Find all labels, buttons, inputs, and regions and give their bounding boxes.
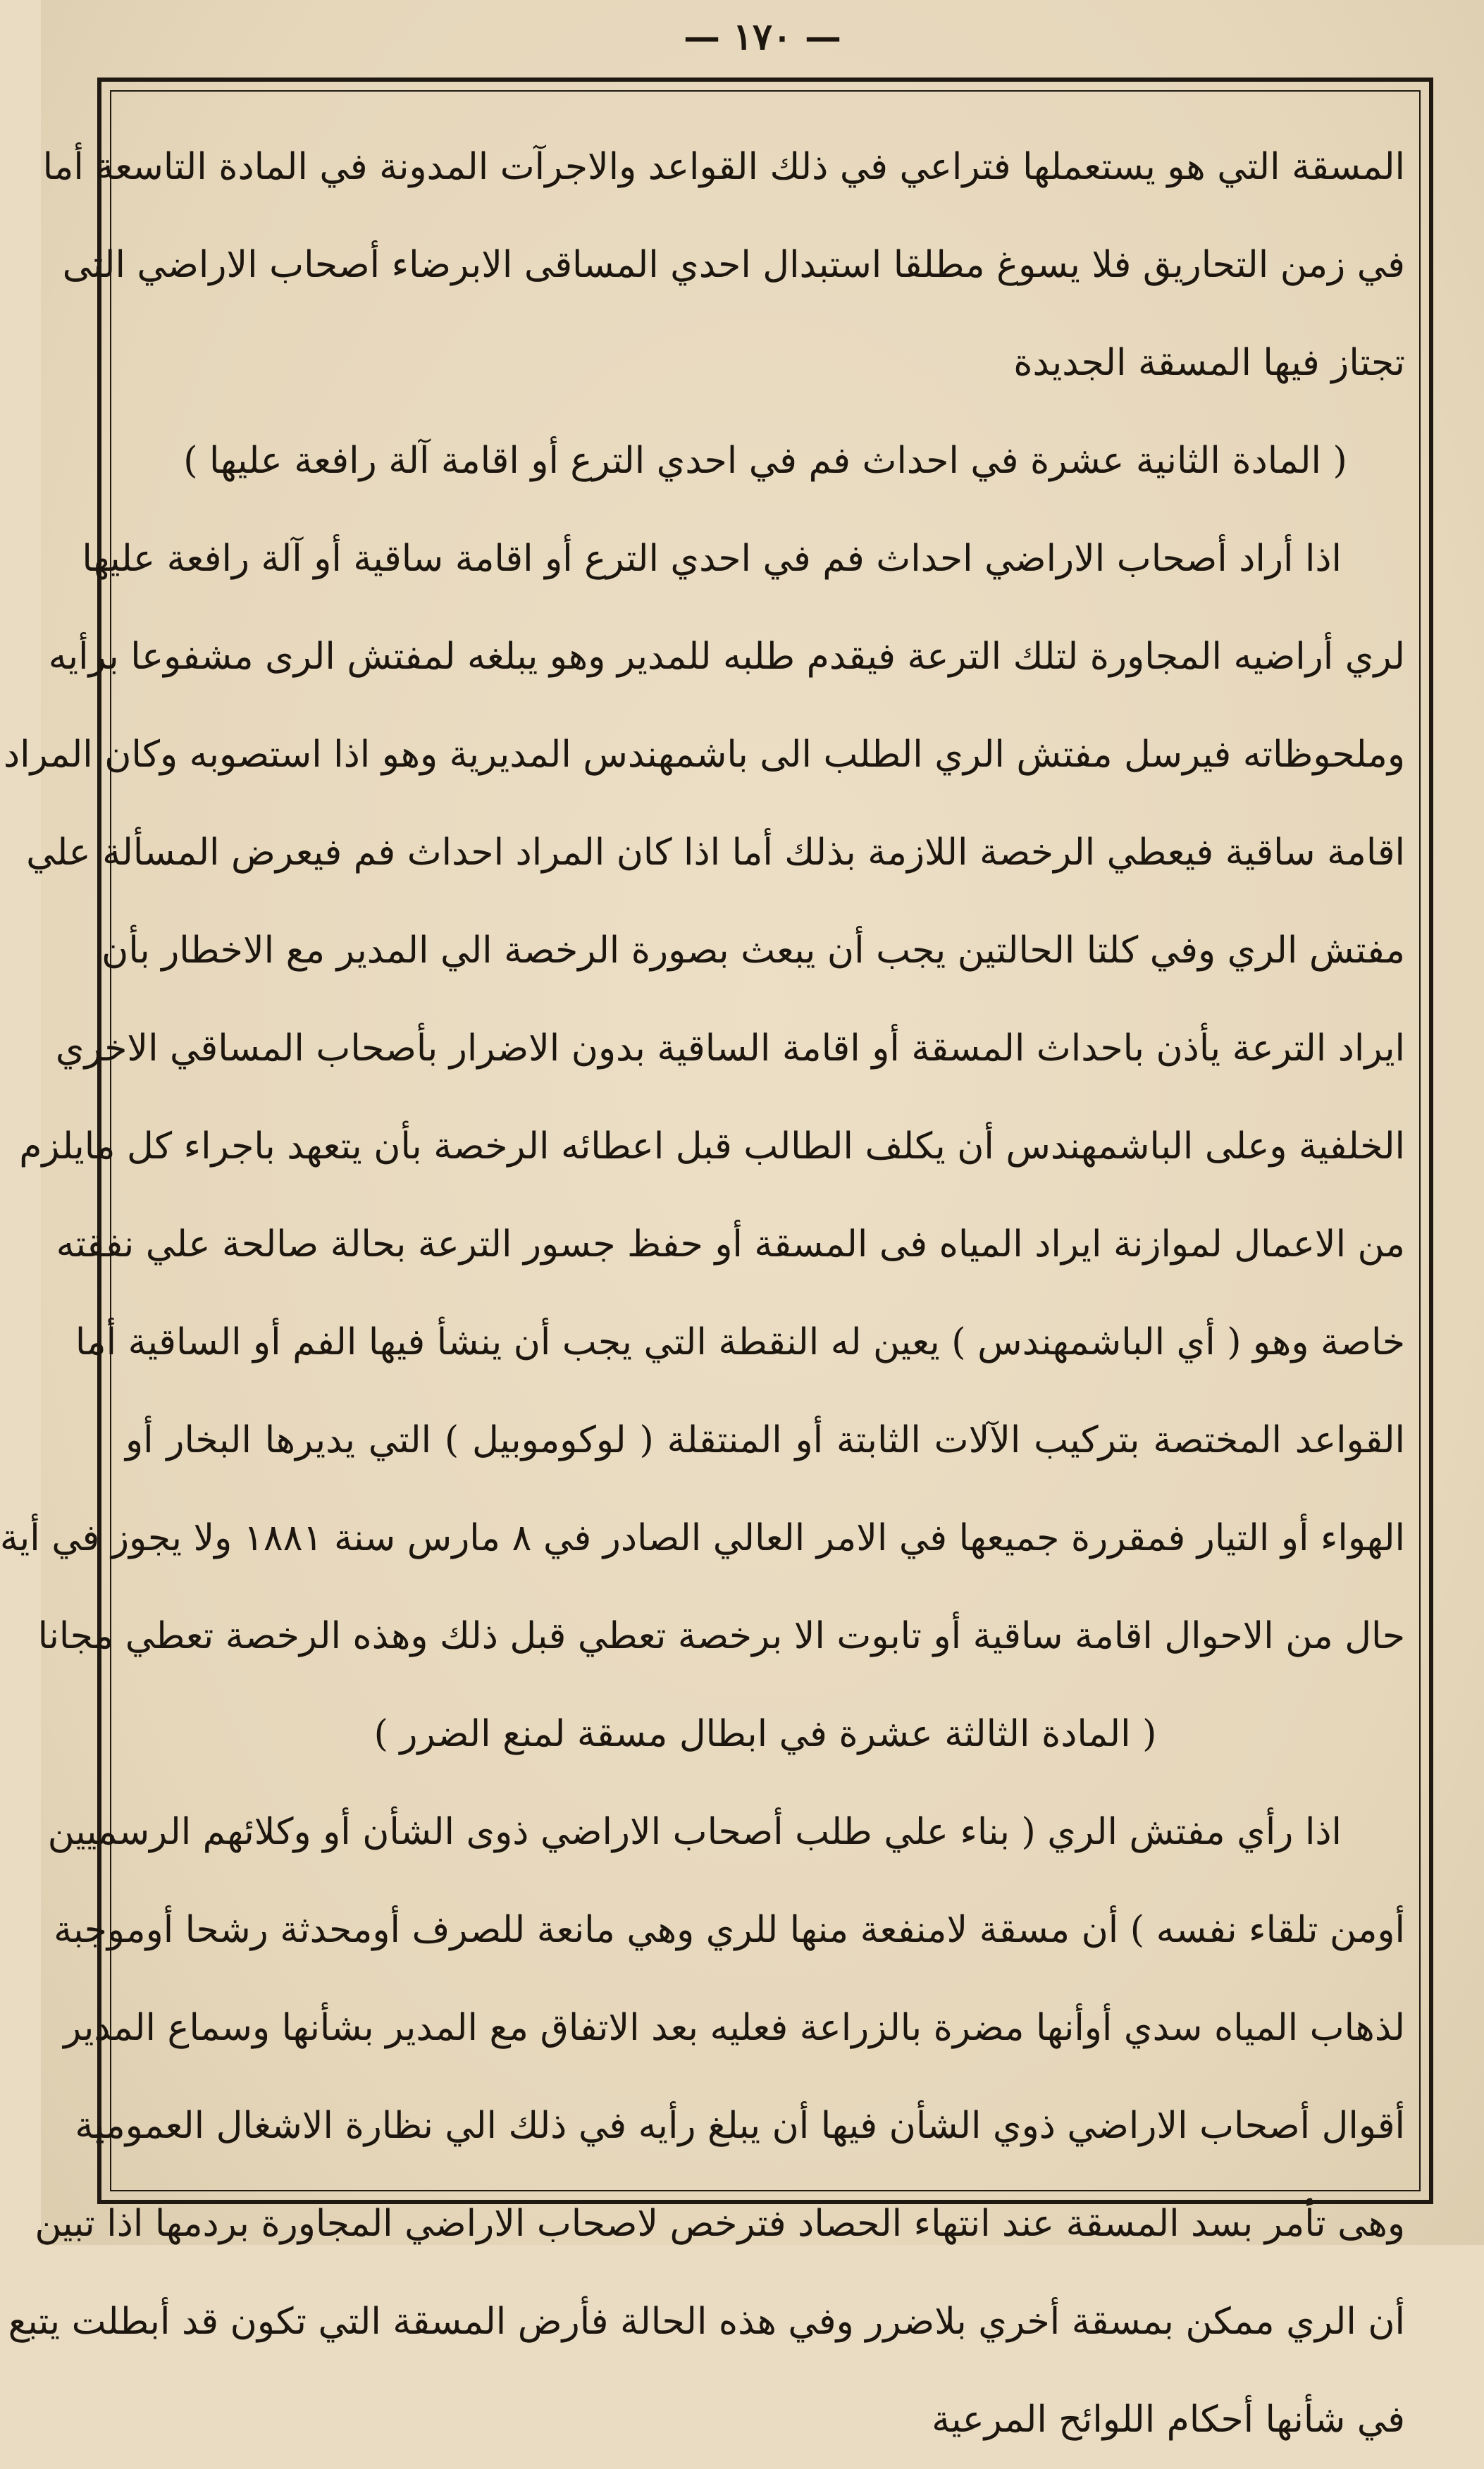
text-line: أقوال أصحاب الاراضي ذوي الشأن فيها أن يبلغ رأيه في ذلك الي نظارة الاشغال العمومية: [75, 2105, 1405, 2147]
text-line: من الاعمال لموازنة ايراد المياه فى المسقة أو حفظ جسور الترعة بحالة صالحة علي نفقته: [56, 1223, 1405, 1266]
text-line: اذا رأي مفتش الري ( بناء علي طلب أصحاب الاراضي ذوى الشأن أو وكلائهم الرسميين: [47, 1811, 1342, 1853]
article-heading-12: ( المادة الثانية عشرة في احداث فم في احدي الترع أو اقامة آلة رافعة عليها ): [183, 440, 1347, 482]
text-line: اقامة ساقية فيعطي الرخصة اللازمة بذلك أما اذا كان المراد احداث فم فيعرض المسألة علي: [26, 831, 1405, 874]
text-line: وملحوظاته فيرسل مفتش الري الطلب الى باشمهندس المديرية وهو اذا استصوبه وكان المراد: [4, 734, 1405, 776]
text-line: ايراد الترعة يأذن باحداث المسقة أو اقامة الساقية بدون الاضرار بأصحاب المساقي الاخري: [55, 1027, 1405, 1070]
text-line: في شأنها أحكام اللوائح المرعية: [932, 2399, 1405, 2441]
text-line: في زمن التحاريق فلا يسوغ مطلقا استبدال احدي المساقى الابرضاء أصحاب الاراضي التى: [62, 244, 1405, 286]
text-line: تجتاز فيها المسقة الجديدة: [1013, 342, 1405, 384]
text-line: اذا أراد أصحاب الاراضي احداث فم في احدي الترع أو اقامة ساقية أو آلة رافعة عليها: [82, 538, 1342, 580]
text-body: [0, 118, 1405, 2469]
text-line: وهى تأمر بسد المسقة عند انتهاء الحصاد فترخص لاصحاب الاراضي المجاورة بردمها اذا تبين: [35, 2203, 1405, 2245]
text-line: أومن تلقاء نفسه ) أن مسقة لامنفعة منها للري وهي مانعة للصرف أومحدثة رشحا أوموجبة: [54, 1909, 1405, 1951]
text-line: لري أراضيه المجاورة لتلك الترعة فيقدم طلبه للمدير وهو يبلغه لمفتش الرى مشفوعا برأيه: [48, 636, 1405, 678]
text-line: لذهاب المياه سدي أوأنها مضرة بالزراعة فعليه بعد الاتفاق مع المدير بشأنها وسماع المدير: [63, 2007, 1405, 2049]
page-number: — ١٧٠ —: [683, 16, 841, 58]
text-line: أن الري ممكن بمسقة أخري بلاضرر وفي هذه الحالة فأرض المسقة التي تكون قد أبطلت يتبع: [8, 2301, 1405, 2343]
text-line: المسقة التي هو يستعملها فتراعي في ذلك القواعد والاجرآت المدونة في المادة التاسعة أما: [42, 146, 1405, 188]
article-heading-13: ( المادة الثالثة عشرة في ابطال مسقة لمنع الضرر ): [373, 1713, 1157, 1755]
text-line: الهواء أو التيار فمقررة جميعها في الامر العالي الصادر في ٨ مارس سنة ١٨٨١ ولا يجوز في أية: [0, 1517, 1405, 1559]
text-line: القواعد المختصة بتركيب الآلات الثابتة أو المنتقلة ( لوكوموبيل ) التي يديرها البخار أو: [125, 1419, 1405, 1461]
text-line: الخلفية وعلى الباشمهندس أن يكلف الطالب قبل اعطائه الرخصة بأن يتعهد باجراء كل مايلزم: [19, 1125, 1405, 1168]
text-line: خاصة وهو ( أي الباشمهندس ) يعين له النقطة التي يجب أن ينشأ فيها الفم أو الساقية أما: [75, 1321, 1405, 1363]
text-line: حال من الاحوال اقامة ساقية أو تابوت الا برخصة تعطي قبل ذلك وهذه الرخصة تعطي مجانا: [37, 1615, 1405, 1657]
text-line: مفتش الري وفي كلتا الحالتين يجب أن يبعث بصورة الرخصة الي المدير مع الاخطار بأن: [101, 929, 1405, 972]
